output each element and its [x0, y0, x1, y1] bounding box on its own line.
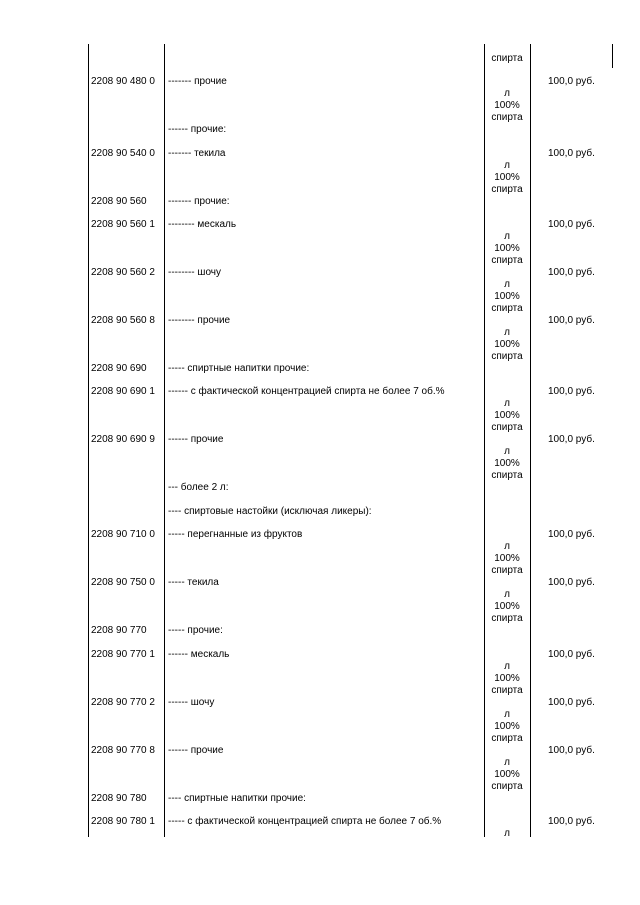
row-description: ------ шочу: [168, 697, 215, 708]
row-unit: спирта: [491, 781, 523, 792]
row-unit: л: [504, 327, 510, 338]
row-unit: спирта: [491, 112, 523, 123]
row-code: 2208 90 770 2: [91, 697, 155, 708]
row-code: 2208 90 560 1: [91, 219, 155, 230]
column-divider: [612, 44, 613, 68]
row-rate: 100,0 руб.: [548, 76, 595, 87]
row-code: 2208 90 770 1: [91, 649, 155, 660]
row-unit: 100%: [494, 601, 520, 612]
row-unit: спирта: [491, 422, 523, 433]
row-rate: 100,0 руб.: [548, 386, 595, 397]
row-description: ------- текила: [168, 148, 226, 159]
row-description: ------ прочие: [168, 745, 224, 756]
row-unit: л: [504, 160, 510, 171]
row-description: -------- шочу: [168, 267, 221, 278]
row-unit: спирта: [491, 733, 523, 744]
row-description: --- более 2 л:: [168, 482, 229, 493]
row-unit: л: [504, 589, 510, 600]
row-unit: спирта: [491, 565, 523, 576]
row-unit: л: [504, 279, 510, 290]
row-code: 2208 90 560 2: [91, 267, 155, 278]
row-unit: л: [504, 541, 510, 552]
row-code: 2208 90 780 1: [91, 816, 155, 827]
row-rate: 100,0 руб.: [548, 745, 595, 756]
row-unit: л: [504, 231, 510, 242]
row-unit: 100%: [494, 673, 520, 684]
row-code: 2208 90 540 0: [91, 148, 155, 159]
row-rate: 100,0 руб.: [548, 219, 595, 230]
row-unit: л: [504, 398, 510, 409]
row-description: ------ мескаль: [168, 649, 230, 660]
row-unit: л: [504, 709, 510, 720]
row-unit: 100%: [494, 291, 520, 302]
row-description: ----- перегнанные из фруктов: [168, 529, 303, 540]
row-rate: 100,0 руб.: [548, 267, 595, 278]
row-code: 2208 90 780: [91, 793, 147, 804]
row-description: ----- текила: [168, 577, 219, 588]
row-rate: 100,0 руб.: [548, 315, 595, 326]
row-code: 2208 90 480 0: [91, 76, 155, 87]
row-unit: спирта: [491, 255, 523, 266]
row-rate: 100,0 руб.: [548, 434, 595, 445]
column-divider: [88, 44, 89, 837]
row-unit: спирта: [491, 613, 523, 624]
row-unit: л: [504, 446, 510, 457]
row-unit: спирта: [491, 685, 523, 696]
row-unit: спирта: [491, 303, 523, 314]
row-unit: 100%: [494, 172, 520, 183]
row-unit: спирта: [491, 351, 523, 362]
row-unit: 100%: [494, 769, 520, 780]
row-rate: 100,0 руб.: [548, 649, 595, 660]
row-unit: 100%: [494, 100, 520, 111]
row-description: ------- прочие:: [168, 196, 230, 207]
row-unit: 100%: [494, 721, 520, 732]
row-code: 2208 90 690: [91, 363, 147, 374]
row-description: ------ прочие:: [168, 124, 227, 135]
row-code: 2208 90 560: [91, 196, 147, 207]
row-description: ---- спиртные напитки прочие:: [168, 793, 306, 804]
row-code: 2208 90 750 0: [91, 577, 155, 588]
row-rate: 100,0 руб.: [548, 816, 595, 827]
row-unit: спирта: [491, 184, 523, 195]
row-code: 2208 90 770: [91, 625, 147, 636]
column-divider: [164, 44, 165, 837]
row-rate: 100,0 руб.: [548, 697, 595, 708]
row-description: ---- спиртовые настойки (исключая ликеры):: [168, 506, 372, 517]
row-description: ----- с фактической концентрацией спирта не более 7 об.%: [168, 816, 442, 827]
row-unit: 100%: [494, 553, 520, 564]
row-unit: л: [504, 661, 510, 672]
row-rate: 100,0 руб.: [548, 577, 595, 588]
row-unit: спирта: [491, 470, 523, 481]
row-description: ------ с фактической концентрацией спирта не более 7 об.%: [168, 386, 445, 397]
row-unit: 100%: [494, 458, 520, 469]
row-unit: л: [504, 828, 510, 839]
row-description: -------- мескаль: [168, 219, 237, 230]
row-rate: 100,0 руб.: [548, 148, 595, 159]
row-code: 2208 90 710 0: [91, 529, 155, 540]
row-code: 2208 90 770 8: [91, 745, 155, 756]
row-code: 2208 90 690 9: [91, 434, 155, 445]
unit-continuation: спирта: [491, 53, 523, 64]
row-description: ----- спиртные напитки прочие:: [168, 363, 310, 374]
row-code: 2208 90 690 1: [91, 386, 155, 397]
row-description: ----- прочие:: [168, 625, 223, 636]
row-description: ------- прочие: [168, 76, 227, 87]
row-unit: 100%: [494, 410, 520, 421]
row-unit: 100%: [494, 339, 520, 350]
row-description: ------ прочие: [168, 434, 224, 445]
row-rate: 100,0 руб.: [548, 529, 595, 540]
row-description: -------- прочие: [168, 315, 231, 326]
row-unit: л: [504, 88, 510, 99]
row-unit: 100%: [494, 243, 520, 254]
row-code: 2208 90 560 8: [91, 315, 155, 326]
row-unit: л: [504, 757, 510, 768]
